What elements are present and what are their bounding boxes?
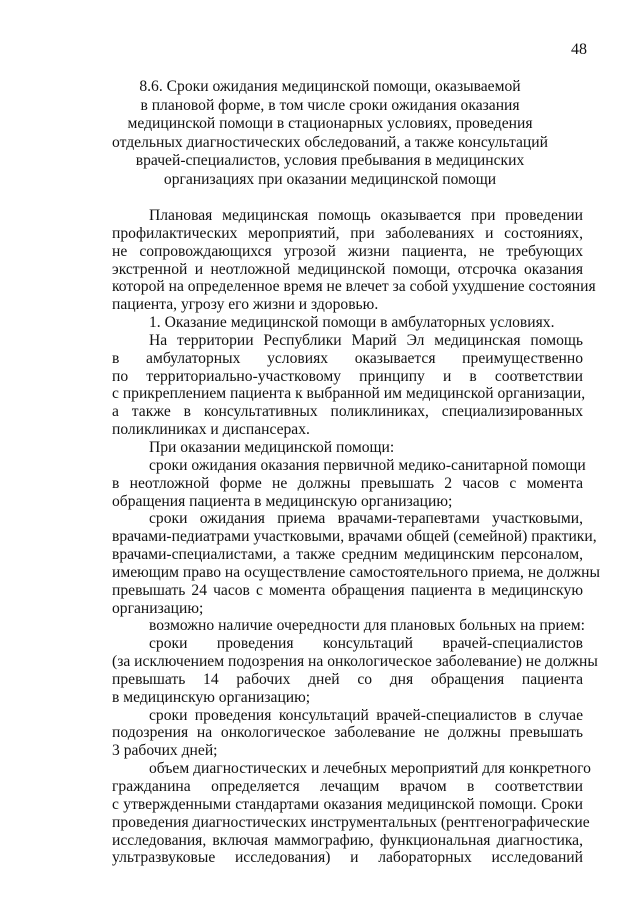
paragraph-line: поликлиниках и диспансерах. [112, 421, 310, 439]
paragraph-line: которой на определенное время не влечет за собой ухудшение состояния [112, 278, 596, 296]
paragraph-line: по территориально-участковому принципу и в соответствии [112, 367, 583, 385]
paragraph [112, 707, 583, 761]
paragraph-line: Плановая медицинская помощь оказывается при проведении [149, 207, 583, 224]
paragraph-line: в медицинскую организацию; [112, 688, 311, 706]
paragraph-line: обращения пациента в медицинскую организацию; [112, 492, 453, 510]
paragraph-line: с утвержденными стандартами оказания медицинской помощи. Сроки [112, 795, 583, 813]
paragraph-line: подозрения на онкологическое заболевание не должны превышать [112, 724, 583, 742]
paragraph-line: превышать 24 часов с момента обращения пациента в медицинскую [112, 581, 583, 599]
heading-line: организациях при оказании медицинской помощи [163, 170, 497, 188]
paragraph-line: превышать 14 рабочих дней со дня обращения пациента [112, 670, 583, 688]
section-heading [110, 78, 550, 190]
paragraph-line: врачами-специалистами, а также средним медицинским персоналом, [112, 546, 583, 564]
paragraph-line: возможно наличие очередности для плановых больных на прием: [149, 617, 585, 635]
paragraph-line: имеющим право на осуществление самостоятельного приема, не должны [112, 563, 600, 581]
paragraph-line: гражданина определяется лечащим врачом в соответствии [112, 778, 583, 795]
paragraph-line: сроки проведения консультаций врачей-специалистов [149, 635, 583, 653]
paragraph-line: врачами-педиатрами участковыми, врачами общей (семейной) практики, [112, 528, 597, 546]
heading-line: 8.6. Сроки ожидания медицинской помощи, оказываемой [139, 78, 521, 95]
paragraph-line: сроки ожидания приема врачами-терапевтами участковыми, [149, 510, 583, 528]
paragraph-line: сроки ожидания оказания первичной медико-санитарной помощи [149, 456, 586, 474]
paragraph-line: проведения диагностических инструментальных (рентгенографические [112, 813, 590, 831]
paragraph-line: в амбулаторных условиях оказывается преимущественно [112, 349, 583, 367]
paragraph-line: 3 рабочих дней; [112, 742, 218, 760]
paragraph-line: объем диагностических и лечебных мероприятий для конкретного [149, 760, 591, 778]
paragraph [112, 635, 598, 706]
paragraph [112, 314, 583, 332]
paragraph-line: На территории Республики Марий Эл медицинская помощь [149, 331, 583, 349]
paragraph-line: (за исключением подозрения на онкологическое заболевание) не должны [112, 653, 598, 671]
heading-line: отдельных диагностических обследований, а также консультаций [112, 133, 548, 151]
paragraph-line: сроки проведения консультаций врачей-специалистов в случае [149, 706, 583, 724]
paragraph [112, 760, 591, 867]
heading-line: медицинской помощи в стационарных условиях, проведения [127, 115, 533, 133]
paragraph-line: При оказании медицинской помощи: [149, 438, 395, 456]
paragraph [112, 456, 586, 511]
document-body [112, 207, 600, 867]
paragraph-line: а также в консультативных поликлиниках, специализированных [112, 403, 583, 421]
paragraph [112, 331, 586, 439]
paragraph-line: пациента, угрозу его жизни и здоровью. [112, 296, 379, 314]
paragraph-line: экстренной и неотложной медицинской помощи, отсрочка оказания [112, 260, 583, 278]
paragraph-line: с прикреплением пациента к выбранной им медицинской организации, [112, 385, 586, 403]
heading-line: в плановой форме, в том числе сроки ожидания оказания [140, 96, 520, 114]
paragraph [112, 617, 583, 635]
paragraph-line: 1. Оказание медицинской помощи в амбулаторных условиях. [149, 314, 555, 332]
paragraph-line: ультразвуковые исследования) и лабораторных исследований [112, 849, 583, 867]
paragraph-line: профилактических мероприятий, при заболеваниях и состояниях, [112, 224, 583, 242]
paragraph [112, 439, 583, 457]
paragraph-line: в неотложной форме не должны превышать 2 часов с момента [112, 474, 583, 492]
page-number: 48 [571, 41, 587, 58]
heading-line: врачей-специалистов, условия пребывания в медицинских [135, 152, 525, 170]
paragraph [112, 510, 600, 617]
paragraph-line: организацию; [112, 599, 204, 617]
paragraph-line: исследования, включая маммографию, функциональная диагностика, [112, 831, 583, 849]
paragraph-line: не сопровождающихся угрозой жизни пациента, не требующих [112, 242, 583, 260]
paragraph [112, 207, 596, 314]
